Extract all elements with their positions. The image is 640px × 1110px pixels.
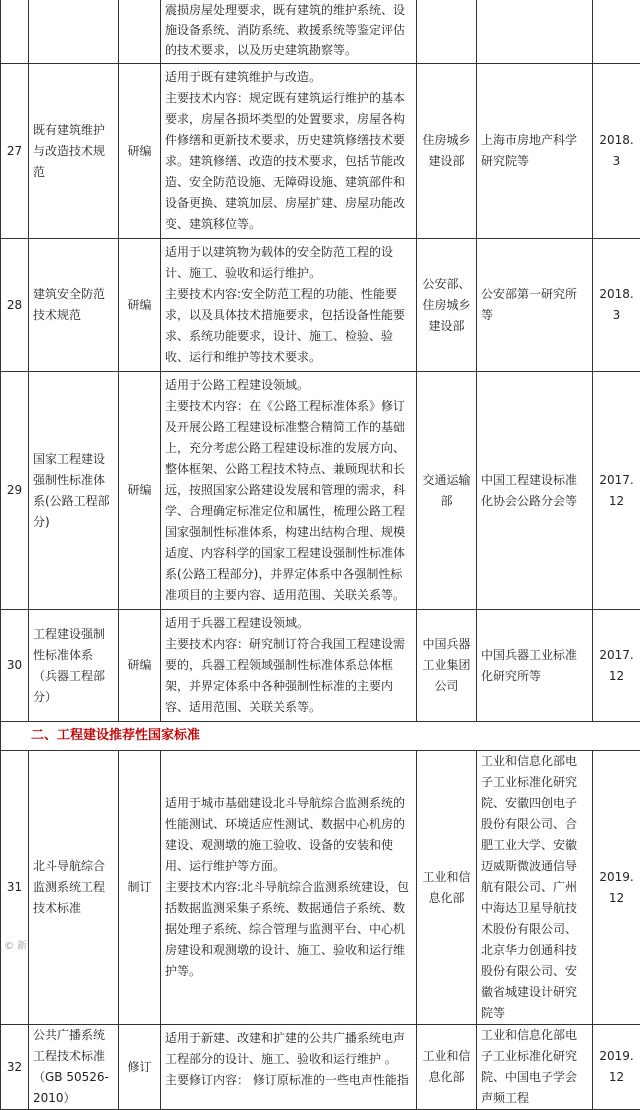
standard-name: 工程建设强制性标准体系（兵器工程部分） xyxy=(29,610,119,722)
completion-date: 2019.12 xyxy=(593,751,640,1025)
drafting-org: 中国工程建设标准化协会公路分会等 xyxy=(477,372,593,610)
drafting-org: 上海市房地产科学研究院等 xyxy=(477,64,593,239)
completion-date: 2018.3 xyxy=(593,239,640,372)
completion-date: 2017.12 xyxy=(593,610,640,722)
department: 中国兵器工业集团公司 xyxy=(417,610,477,722)
content-scope: 适用于以建筑物为载体的安全防范工程的设计、施工、验收和运行维护。 xyxy=(165,242,412,284)
content-cell xyxy=(161,239,417,372)
content-scope: 适用于既有建筑维护与改造。 xyxy=(165,67,412,88)
content-main: 主要技术内容：研究制订符合我国工程建设需要的，兵器工程领域强制性标准体系总体框架，并界定体系中各种强制性标准的主要内容、适用范围、关联关系等。 xyxy=(165,634,412,718)
work-type: 研编 xyxy=(119,372,161,610)
dept-cell xyxy=(417,0,477,64)
content-cell xyxy=(161,372,417,610)
watermark: © 新 xyxy=(4,937,27,952)
table-row xyxy=(1,1025,640,1110)
content-main: 主要修订内容： 修订原标准的一些电声性能指 xyxy=(165,1070,412,1091)
work-type: 研编 xyxy=(119,610,161,722)
section-row xyxy=(1,722,640,751)
content-cell xyxy=(161,610,417,722)
standard-name: 建筑安全防范技术规范 xyxy=(29,239,119,372)
row-number: 30 xyxy=(1,610,29,722)
department: 公安部、住房城乡建设部 xyxy=(417,239,477,372)
row-number: 29 xyxy=(1,372,29,610)
standard-name: 公共广播系统工程技术标准（GB 50526-2010） xyxy=(29,1025,119,1110)
row-number: 31 xyxy=(1,751,29,1025)
completion-date: 2018.3 xyxy=(593,64,640,239)
row-number: 28 xyxy=(1,239,29,372)
content-cell xyxy=(161,64,417,239)
standard-name: 既有建筑维护与改造技术规范 xyxy=(29,64,119,239)
section-title: 二、工程建设推荐性国家标准 xyxy=(1,722,640,751)
org-cell xyxy=(477,0,593,64)
work-type: 制订 xyxy=(119,751,161,1025)
content-main: 主要技术内容：规定既有建筑运行维护的基本要求，房屋各损坏类型的处置要求，房屋各构件修缮和更新技术要求，历史建筑修缮技术要求。建筑修缮、改造的技术要求，包括节能改造、安全防范设施、无障碍设施、建筑部件和设备更换、建筑加层、房屋扩建、房屋功能改变、建筑移位等。 xyxy=(165,88,412,235)
content-scope: 适用于兵器工程建设领域。 xyxy=(165,613,412,634)
row-number: 32 xyxy=(1,1025,29,1110)
work-type: 研编 xyxy=(119,64,161,239)
table-row xyxy=(1,239,640,372)
table-row xyxy=(1,610,640,722)
drafting-org: 中国兵器工业标准化研究所等 xyxy=(477,610,593,722)
work-type: 修订 xyxy=(119,1025,161,1110)
work-type: 研编 xyxy=(119,239,161,372)
content-main: 主要技术内容:北斗导航综合监测系统建设，包括数据监测采集子系统、数据通信子系统、数据处理子系统、综合管理与监测平台、中心机房建设和观测墩的设计、施工、验收和运行维护等。 xyxy=(165,877,412,982)
type-cell xyxy=(119,0,161,64)
department: 工业和信息化部 xyxy=(417,1025,477,1110)
standard-name: 北斗导航综合监测系统工程技术标准 xyxy=(29,751,119,1025)
table-row xyxy=(1,0,640,64)
drafting-org: 工业和信息化部电子工业标准化研究院、安徽四创电子股份有限公司、合肥工业大学、安徽迈威斯微波通信导航有限公司、广州中海达卫星导航技术股份有限公司、北京华力创通科技股份有限公司、安徽省城建设计研究院等 xyxy=(477,751,593,1025)
content-cell xyxy=(161,751,417,1025)
department: 交通运输部 xyxy=(417,372,477,610)
content-main: 主要技术内容:安全防范工程的功能、性能要求，以及具体技术措施要求，包括设备性能要求、系统功能要求，设计、施工、检验、验收、运行和维护等技术要求。 xyxy=(165,284,412,368)
completion-date: 2017.12 xyxy=(593,372,640,610)
completion-date: 2019.12 xyxy=(593,1025,640,1110)
department: 工业和信息化部 xyxy=(417,751,477,1025)
content-scope: 适用于新建、改建和扩建的公共广播系统电声工程部分的设计、施工、验收和运行维护 。 xyxy=(165,1028,412,1070)
content-cell xyxy=(161,1025,417,1110)
table-row xyxy=(1,372,640,610)
standard-name: 国家工程建设强制性标准体系(公路工程部分) xyxy=(29,372,119,610)
content-scope: 适用于城市基础建设北斗导航综合监测系统的性能测试、环境适应性测试、数据中心机房的建设、观测墩的施工验收、设备的安装和使用、运行维护等方面。 xyxy=(165,793,412,877)
department: 住房城乡建设部 xyxy=(417,64,477,239)
row-number: 27 xyxy=(1,64,29,239)
content-scope: 适用于公路工程建设领域。 xyxy=(165,375,412,396)
content-main: 主要技术内容：在《公路工程标准体系》修订及开展公路工程建设标准整合精简工作的基础上，充分考虑公路工程建设标准的发展方向、整体框架、公路工程技术特点、兼顾现状和长远，按照国家公路建设发展和管理的需求，科学、合理确定标准定位和属性，梳理公路工程国家强制性标准体系，构建出结构合理、规模适度、内容科学的国家工程建设强制性标准体系(公路工程部分)，并界定体系中各强制性标准项目的主要内容、适用范围、关联关系等。 xyxy=(165,396,412,606)
num-cell xyxy=(1,0,29,64)
table-row xyxy=(1,751,640,1025)
name-cell xyxy=(29,0,119,64)
date-cell xyxy=(593,0,640,64)
content-cell: 震损房屋处理要求，既有建筑的维护系统、设施设备系统、消防系统、救援系统等鉴定评估的技术要求，以及历史建筑勘察等。 xyxy=(161,0,417,64)
table-row xyxy=(1,64,640,239)
drafting-org: 工业和信息化部电子工业标准化研究院、中国电子学会声频工程 xyxy=(477,1025,593,1110)
drafting-org: 公安部第一研究所等 xyxy=(477,239,593,372)
